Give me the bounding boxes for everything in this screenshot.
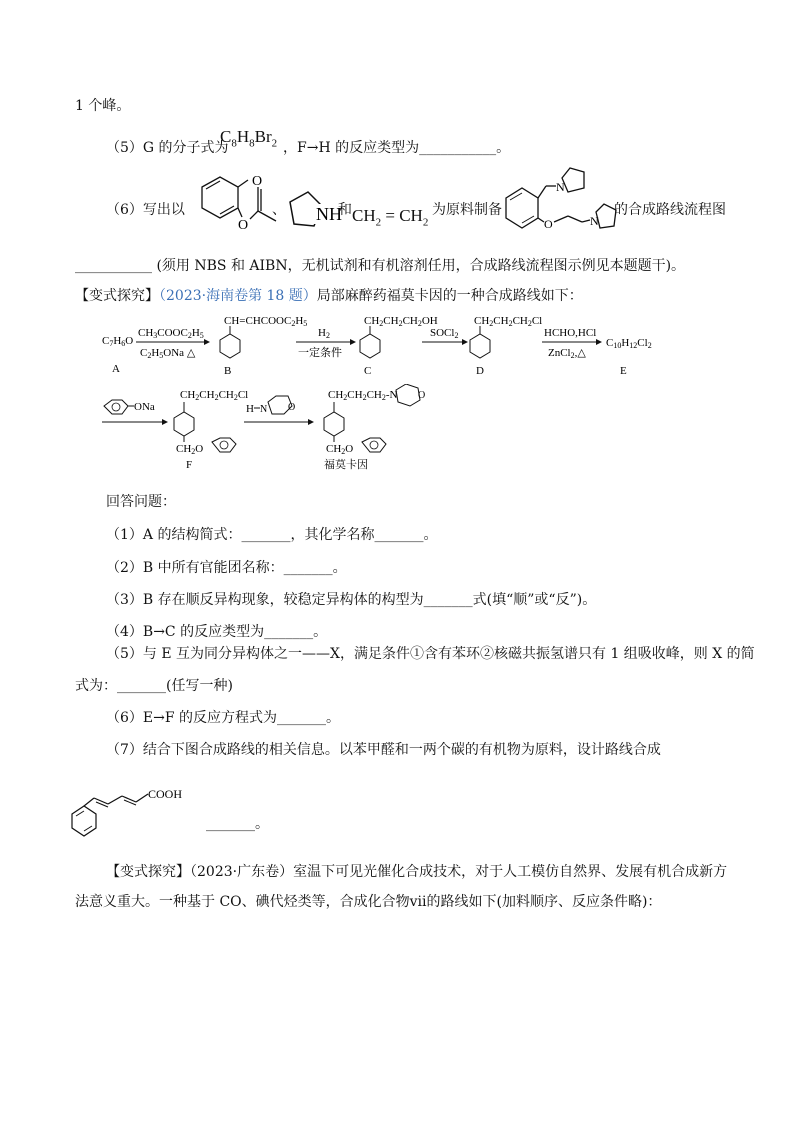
label-F: F bbox=[186, 459, 193, 471]
pyrrolidine-structure bbox=[284, 188, 344, 232]
label-A: A bbox=[112, 363, 120, 375]
step2-reagent: H2 bbox=[318, 327, 330, 340]
question-5-prefix: （5）G 的分子式为 bbox=[106, 140, 229, 156]
product-substituent: CH2O bbox=[326, 443, 354, 456]
C-chain: CH2CH2CH2OH bbox=[364, 315, 438, 328]
separator-comma: 、 bbox=[272, 202, 286, 218]
section-tag: 【变式探究】 bbox=[75, 288, 159, 304]
morpholine-O: O bbox=[288, 402, 296, 413]
D-chain: CH2CH2CH2Cl bbox=[474, 315, 543, 328]
question-6-suffix: 的合成路线流程图 bbox=[614, 202, 726, 218]
continuation-line: 1 个峰。 bbox=[75, 98, 131, 114]
step1-reagent: CH3COOC2H5 bbox=[138, 327, 204, 340]
step4-reagent: HCHO,HCl bbox=[544, 327, 597, 339]
question-7: （7）结合下图合成路线的相关信息。以苯甲醛和一两个碳的有机物为原料，设计路线合成 bbox=[106, 742, 661, 758]
section-2-text: （2023·广东卷）室温下可见光催化合成技术，对于人工模仿自然界、发展有机合成新方 bbox=[190, 864, 728, 880]
question-7-blank: _______。 bbox=[206, 816, 269, 832]
ethylene-formula: $CH_2 = CH_2$ bbox=[352, 206, 429, 229]
F-chain: CH2CH2CH2Cl bbox=[180, 389, 249, 402]
source-citation: （2023·海南卷第 18 题） bbox=[159, 288, 317, 304]
step4-condition: ZnCl2,△ bbox=[548, 347, 586, 360]
question-6-line2: ___________ (须用 NBS 和 AIBN，无机试剂和有机溶剂任用，合成路线流程图示例见本题题干)。 bbox=[75, 258, 686, 274]
formula-G: $C_8H_8Br_2$ bbox=[220, 127, 278, 150]
question-3: （3）B 存在顺反异构现象，较稳定异构体的构型为_______式(填“顺”或“反”)。 bbox=[106, 592, 597, 608]
phenoxide-label: ONa bbox=[134, 401, 155, 413]
label-D: D bbox=[476, 365, 484, 377]
F-substituent: CH2O bbox=[176, 443, 204, 456]
question-5-line1: （5）与 E 互为同分异构体之一——X，满足条件①含有苯环②核磁共振氢谱只有 1 组吸收峰，则 X 的简 bbox=[106, 646, 755, 662]
svg-text:N: N bbox=[590, 214, 599, 228]
question-6-prefix: （6）写出以 bbox=[106, 202, 185, 218]
acid-label: COOH bbox=[148, 787, 183, 801]
label-B: B bbox=[224, 365, 232, 377]
question-6: （6）E→F 的反应方程式为_______。 bbox=[106, 710, 341, 726]
synthesis-scheme-row2 bbox=[96, 384, 456, 474]
step1-condition: C2H5ONa △ bbox=[140, 347, 196, 360]
section-2-line2: 法意义重大。一种基于 CO、碘代烃类等，合成化合物ⅶ的路线如下(加料顺序、反应条件略)： bbox=[75, 894, 662, 910]
morpholine-H: H bbox=[246, 403, 254, 415]
svg-text:O: O bbox=[238, 218, 249, 233]
product-name: 福莫卡因 bbox=[324, 459, 368, 471]
question-4: （4）B→C 的反应类型为_______。 bbox=[106, 624, 328, 640]
step2-condition: 一定条件 bbox=[298, 347, 342, 359]
svg-text:O: O bbox=[418, 390, 426, 401]
svg-text:N: N bbox=[260, 404, 268, 415]
question-5-suffix: ，F→H 的反应类型为___________。 bbox=[283, 140, 511, 156]
label-E: E bbox=[620, 365, 627, 377]
product-chain: CH2CH2CH2-N bbox=[328, 389, 398, 402]
svg-text:O: O bbox=[544, 217, 553, 231]
answer-header: 回答问题： bbox=[106, 494, 176, 510]
label-C: C bbox=[364, 365, 372, 377]
and-word: 和 bbox=[338, 202, 352, 218]
question-2: （2）B 中所有官能团名称：_______。 bbox=[106, 560, 347, 576]
question-6-mid: 为原料制备 bbox=[432, 202, 502, 218]
section-intro: 局部麻醉药福莫卡因的一种合成路线如下： bbox=[316, 288, 583, 304]
question-5-line2: 式为：_______(任写一种) bbox=[75, 678, 233, 694]
section-2-tag: 【变式探究】 bbox=[106, 864, 190, 880]
B-chain: CH=CHCOOC2H5 bbox=[224, 315, 308, 328]
E-formula: C10H12Cl2 bbox=[606, 337, 652, 350]
svg-text:NH: NH bbox=[316, 204, 342, 224]
step3-reagent: SOCl2 bbox=[430, 327, 459, 340]
synthesis-scheme-row1 bbox=[96, 306, 696, 386]
reagent-A: C7H6O bbox=[102, 335, 134, 348]
target-bispyrrolidine-structure bbox=[498, 164, 618, 242]
section-2-line1 bbox=[106, 862, 727, 882]
target-dienoic-acid-structure bbox=[66, 782, 206, 842]
svg-text:O: O bbox=[252, 175, 263, 189]
section-1-heading bbox=[75, 286, 583, 306]
question-1: （1）A 的结构简式：_______，其化学名称_______。 bbox=[106, 527, 438, 543]
svg-text:N: N bbox=[556, 180, 565, 194]
